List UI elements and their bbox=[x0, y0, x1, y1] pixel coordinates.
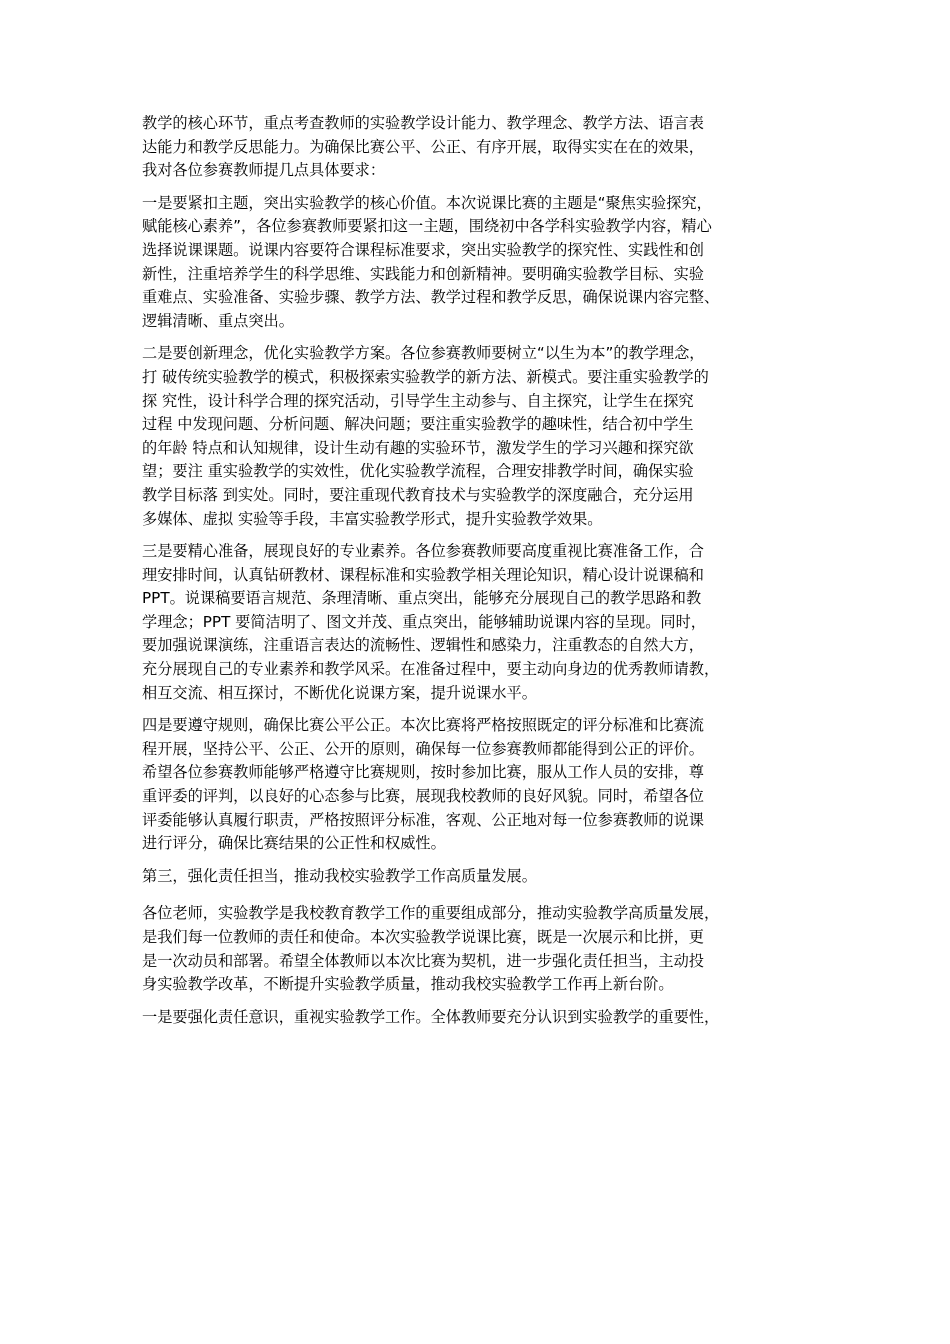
text-line: 一是要紧扣主题，突出实验教学的核心价值。本次说课比赛的主题是“聚焦实验探究， bbox=[142, 193, 712, 212]
text-line: 充分展现自己的专业素养和教学风采。在准备过程中，要主动向身边的优秀教师请教， bbox=[142, 660, 720, 679]
text-line: 希望各位参赛教师能够严格遵守比赛规则，按时参加比赛，服从工作人员的安排，尊 bbox=[142, 763, 704, 782]
text-line: 重难点、实验准备、实验步骤、教学方法、教学过程和教学反思，确保说课内容完整、 bbox=[142, 288, 720, 307]
text-line: 的年龄 特点和认知规律，设计生动有趣的实验环节，激发学生的学习兴趣和探究欲 bbox=[142, 438, 694, 457]
text-line: 一是要强化责任意识，重视实验教学工作。全体教师要充分认识到实验教学的重要性， bbox=[142, 1007, 720, 1026]
text-line: 二是要创新理念，优化实验教学方案。各位参赛教师要树立“以生为本”的教学理念， bbox=[142, 344, 705, 363]
paragraph bbox=[142, 714, 822, 856]
text-line: 相互交流、相互探讨，不断优化说课方案，提升说课水平。 bbox=[142, 683, 537, 702]
text-line: 教学目标落 到实处。同时，要注重现代教育技术与实验教学的深度融合，充分运用 bbox=[142, 485, 694, 504]
text-line: 是一次动员和部署。希望全体教师以本次比赛为契机，进一步强化责任担当，主动投 bbox=[142, 951, 704, 970]
text-line: 进行评分，确保比赛结果的公正性和权威性。 bbox=[142, 834, 446, 853]
text-line: 理安排时间，认真钻研教材、课程标准和实验教学相关理论知识，精心设计说课稿和 bbox=[142, 565, 704, 584]
text-line: 评委能够认真履行职责，严格按照评分标准，客观、公正地对每一位参赛教师的说课 bbox=[142, 810, 704, 829]
text-line: 逻辑清晰、重点突出。 bbox=[142, 311, 294, 330]
text-line: 重评委的评判，以良好的心态参与比赛，展现我校教师的良好风貌。同时，希望各位 bbox=[142, 787, 704, 806]
text-line: 望；要注 重实验教学的实效性，优化实验教学流程，合理安排教学时间，确保实验 bbox=[142, 462, 694, 481]
text-line: 各位老师，实验教学是我校教育教学工作的重要组成部分，推动实验教学高质量发展， bbox=[142, 904, 720, 923]
paragraph bbox=[142, 192, 822, 334]
text-line: 身实验教学改革，不断提升实验教学质量，推动我校实验教学工作再上新台阶。 bbox=[142, 975, 674, 994]
text-line: 新性，注重培养学生的科学思维、实践能力和创新精神。要明确实验教学目标、实验 bbox=[142, 264, 704, 283]
paragraph bbox=[142, 902, 822, 996]
text-line: 我对各位参赛教师提几点具体要求： bbox=[142, 161, 385, 180]
paragraph bbox=[142, 540, 822, 705]
text-line: 过程 中发现问题、分析问题、解决问题；要注重实验教学的趣味性，结合初中学生 bbox=[142, 415, 694, 434]
text-line: 选择说课课题。说课内容要符合课程标准要求，突出实验教学的探究性、实践性和创 bbox=[142, 240, 704, 259]
text-line: 第三，强化责任担当，推动我校实验教学工作高质量发展。 bbox=[142, 866, 537, 885]
text-line: 达能力和教学反思能力。为确保比赛公平、公正、有序开展，取得实实在在的效果， bbox=[142, 137, 704, 156]
document-body bbox=[142, 112, 822, 1038]
text-line: 三是要精心准备，展现良好的专业素养。各位参赛教师要高度重视比赛准备工作，合 bbox=[142, 542, 704, 561]
paragraph bbox=[142, 342, 822, 531]
text-line: 探 究性，设计科学合理的探究活动，引导学生主动参与、自主探究，让学生在探究 bbox=[142, 391, 694, 410]
text-line: 打 破传统实验教学的模式，积极探索实验教学的新方法、新模式。要注重实验教学的 bbox=[142, 367, 709, 386]
text-line: 教学的核心环节，重点考查教师的实验教学设计能力、教学理念、教学方法、语言表 bbox=[142, 114, 704, 132]
paragraph bbox=[142, 865, 822, 889]
text-line: 多媒体、虚拟 实验等手段，丰富实验教学形式，提升实验教学效果。 bbox=[142, 509, 603, 528]
text-line: 是我们每一位教师的责任和使命。本次实验教学说课比赛，既是一次展示和比拼，更 bbox=[142, 928, 704, 946]
text-line: 程开展，坚持公平、公正、公开的原则，确保每一位参赛教师都能得到公正的评价。 bbox=[142, 739, 704, 758]
text-line: 学理念；PPT 要简洁明了、图文并茂、重点突出，能够辅助说课内容的呈现。同时， bbox=[142, 612, 706, 631]
text-line: 要加强说课演练，注重语言表达的流畅性、逻辑性和感染力，注重教态的自然大方， bbox=[142, 636, 704, 655]
paragraph bbox=[142, 112, 822, 183]
paragraph bbox=[142, 1006, 822, 1030]
text-line: PPT。说课稿要语言规范、条理清晰、重点突出，能够充分展现自己的教学思路和教 bbox=[142, 589, 702, 608]
text-line: 四是要遵守规则，确保比赛公平公正。本次比赛将严格按照既定的评分标准和比赛流 bbox=[142, 716, 704, 735]
text-line: 赋能核心素养”，各位参赛教师要紧扣这一主题，围绕初中各学科实验教学内容，精心 bbox=[142, 217, 712, 236]
